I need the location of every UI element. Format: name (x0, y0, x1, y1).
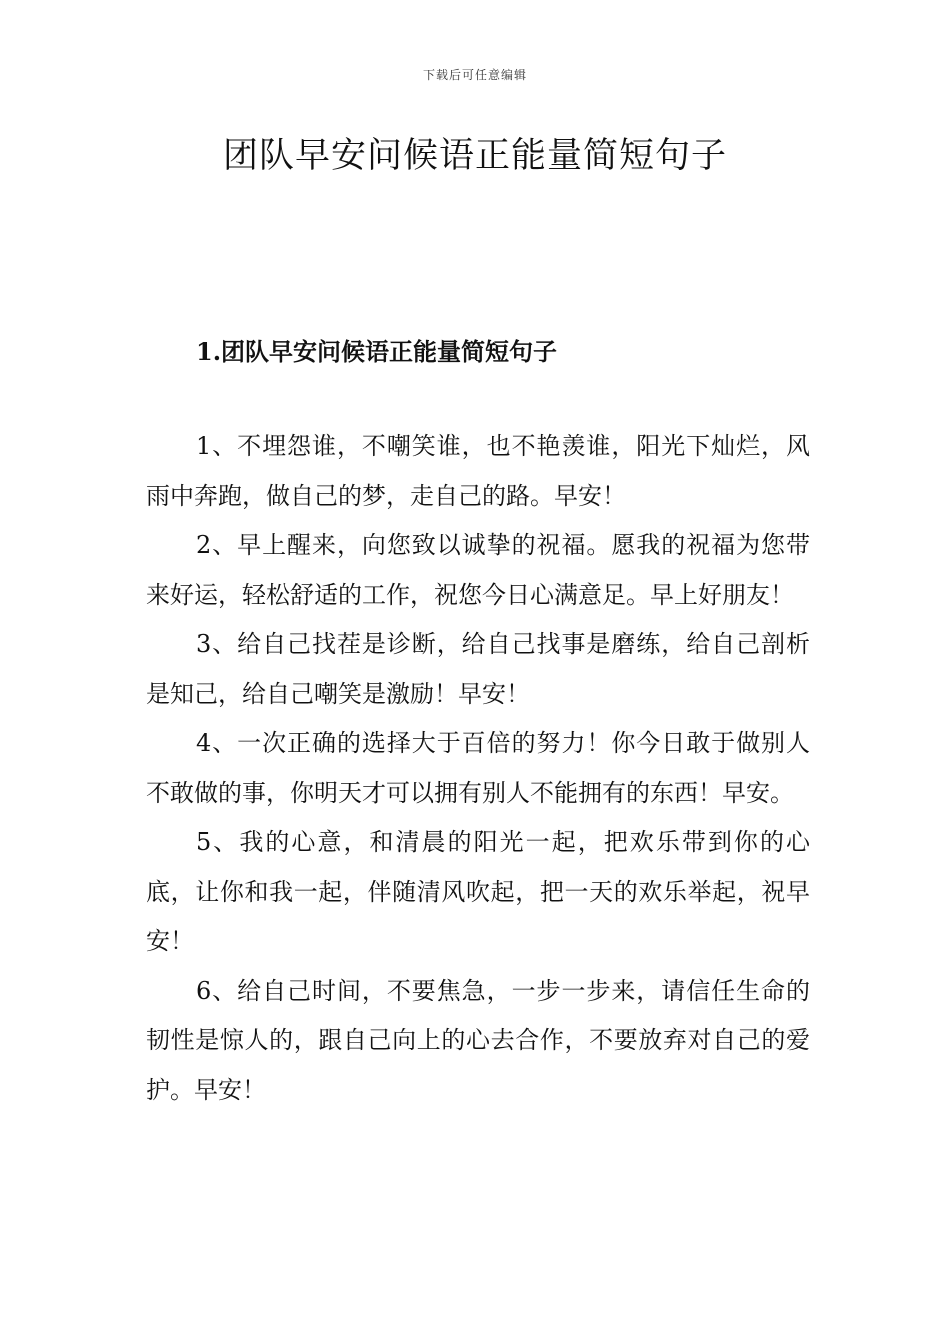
paragraph-2: 2、早上醒来，向您致以诚挚的祝福。愿我的祝福为您带来好运，轻松舒适的工作，祝您今日心满意足。早上好朋友！ (146, 531, 810, 609)
section-heading: 1.团队早安问候语正能量简短句子 (196, 337, 558, 366)
document-body (146, 422, 810, 1115)
document-title: 团队早安问候语正能量简短句子 (222, 136, 727, 176)
header-note: 下载后可任意编辑 (422, 68, 527, 82)
paragraph-1: 1、不埋怨谁，不嘲笑谁，也不艳羡谁，阳光下灿烂，风雨中奔跑，做自己的梦，走自己的路。早安！ (146, 432, 810, 510)
paragraph-6: 6、给自己时间，不要焦急，一步一步来，请信任生命的韧性是惊人的，跟自己向上的心去合作，不要放弃对自己的爱护。早安！ (146, 976, 810, 1104)
paragraph-5: 5、我的心意，和清晨的阳光一起，把欢乐带到你的心底，让你和我一起，伴随清风吹起，把一天的欢乐举起，祝早安！ (146, 828, 810, 955)
paragraph-3: 3、给自己找茬是诊断，给自己找事是磨练，给自己剖析是知己，给自己嘲笑是激励！早安！ (146, 630, 810, 708)
paragraph-4: 4、一次正确的选择大于百倍的努力！你今日敢于做别人不敢做的事，你明天才可以拥有别人不能拥有的东西！早安。 (146, 729, 810, 807)
